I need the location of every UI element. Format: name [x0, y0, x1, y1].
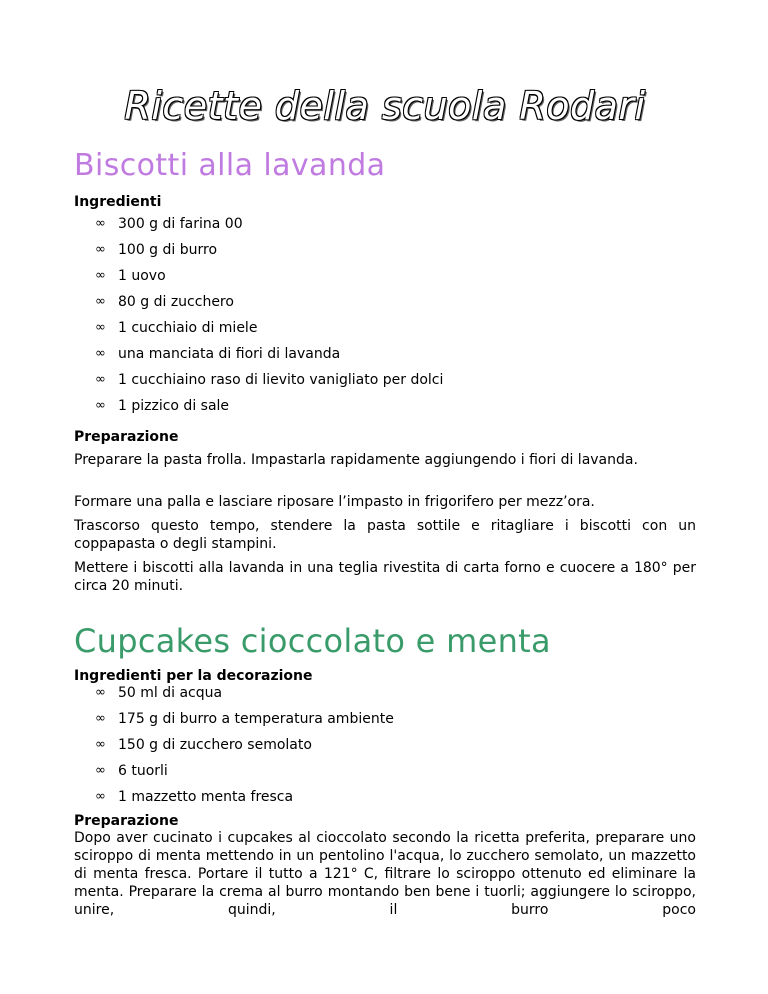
ingredients-heading: Ingredienti per la decorazione — [74, 668, 313, 684]
list-item — [74, 215, 443, 241]
bullet-icon: ∞ — [95, 737, 106, 752]
list-item — [74, 371, 443, 397]
list-item — [74, 788, 394, 814]
bullet-icon: ∞ — [95, 268, 106, 283]
list-item — [74, 345, 443, 371]
preparation-step: Preparare la pasta frolla. Impastarla rapidamente aggiungendo i fiori di lavanda. — [74, 452, 638, 468]
bullet-icon: ∞ — [95, 346, 106, 361]
bullet-icon: ∞ — [95, 763, 106, 778]
ingredient-text: 1 mazzetto menta fresca — [118, 789, 294, 805]
bullet-icon: ∞ — [95, 398, 106, 413]
list-item — [74, 710, 394, 736]
list-item — [74, 293, 443, 319]
list-item — [74, 736, 394, 762]
preparation-step: Mettere i biscotti alla lavanda in una teglia rivestita di carta forno e cuocere a 180° per circa 20 minuti. — [74, 560, 696, 594]
ingredient-text: 80 g di zucchero — [118, 294, 234, 310]
preparation-step: Trascorso questo tempo, stendere la pasta sottile e ritagliare i biscotti con un coppapasta o degli stampini. — [74, 518, 696, 552]
bullet-icon: ∞ — [95, 216, 106, 231]
preparation-step: Formare una palla e lasciare riposare l’impasto in frigorifero per mezz’ora. — [74, 494, 595, 510]
list-item — [74, 267, 443, 293]
ingredient-text: 1 pizzico di sale — [118, 398, 230, 414]
document-title: Ricette della scuola Rodari — [124, 84, 646, 128]
ingredient-text: 175 g di burro a temperatura ambiente — [118, 711, 394, 727]
bullet-icon: ∞ — [95, 789, 106, 804]
preparation-heading: Preparazione — [74, 429, 179, 445]
ingredients-list — [74, 215, 443, 423]
ingredient-text: 6 tuorli — [118, 763, 168, 779]
ingredient-text: 100 g di burro — [118, 242, 218, 258]
ingredient-text: 50 ml di acqua — [118, 685, 223, 701]
list-item — [74, 319, 443, 345]
ingredients-list — [74, 684, 394, 814]
bullet-icon: ∞ — [95, 372, 106, 387]
ingredient-text: 300 g di farina 00 — [118, 216, 243, 232]
preparation-step: Dopo aver cucinato i cupcakes al cioccolato secondo la ricetta preferita, preparare uno sciroppo di menta mettendo in un pentolino l'acqua, lo zucchero semolato, un mazzetto di menta fresca. Portare il tutto a 121° C, filtrare lo sciroppo ottenuto ed eliminare la menta. Preparare la crema al burro montando ben bene i tuorli; aggiungere lo sciroppo, unire, quindi, il burro poco — [74, 830, 696, 918]
ingredient-text: 1 cucchiaino raso di lievito vanigliato per dolci — [118, 372, 444, 388]
bullet-icon: ∞ — [95, 685, 106, 700]
bullet-icon: ∞ — [95, 320, 106, 335]
list-item — [74, 684, 394, 710]
preparation-heading: Preparazione — [74, 813, 179, 829]
recipe-title-biscotti: Biscotti alla lavanda — [74, 148, 386, 183]
list-item — [74, 397, 443, 423]
ingredient-text: 1 cucchiaio di miele — [118, 320, 258, 336]
ingredient-text: una manciata di fiori di lavanda — [118, 346, 341, 362]
bullet-icon: ∞ — [95, 242, 106, 257]
ingredient-text: 150 g di zucchero semolato — [118, 737, 312, 753]
ingredients-heading: Ingredienti — [74, 194, 162, 210]
ingredient-text: 1 uovo — [118, 268, 166, 284]
list-item — [74, 241, 443, 267]
recipe-title-cupcakes: Cupcakes cioccolato e menta — [74, 622, 551, 660]
list-item — [74, 762, 394, 788]
bullet-icon: ∞ — [95, 294, 106, 309]
bullet-icon: ∞ — [95, 711, 106, 726]
